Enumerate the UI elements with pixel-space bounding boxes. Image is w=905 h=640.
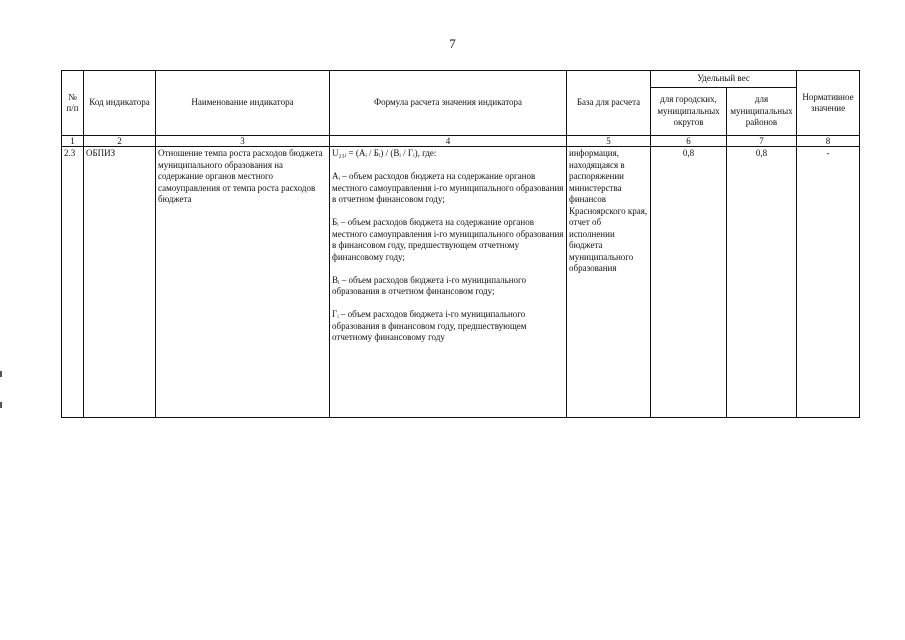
column-number: 5: [567, 136, 651, 147]
column-number: 1: [62, 136, 84, 147]
scan-mark: [0, 402, 2, 408]
row-weight-urban: 0,8: [651, 147, 727, 418]
row-base: информация, находящаяся в распоряжении министерства финансов Красноярского края, отчет об исполнении бюджета муниципального образования: [567, 147, 651, 418]
column-number-row: [62, 136, 860, 147]
row-code: ОБПИЗ: [84, 147, 156, 418]
column-number: 2: [84, 136, 156, 147]
header-weight-urban: для городских, муниципальных округов: [651, 88, 727, 136]
table-row: [62, 147, 860, 418]
formula-main: U₂₃ᵢ = (Аᵢ / Бᵢ) / (Вᵢ / Гᵢ), где:: [332, 148, 437, 158]
header-formula: Формула расчета значения индикатора: [330, 71, 567, 136]
header-code: Код индикатора: [84, 71, 156, 136]
header-weight-group: Удельный вес: [651, 71, 797, 88]
row-name: Отношение темпа роста расходов бюджета муниципального образования на содержание органов местного самоуправления от темпа роста расходов бюджета: [156, 147, 330, 418]
header-weight-districts: для муниципальных районов: [727, 88, 797, 136]
formula-var-v: Вᵢ – объем расходов бюджета i-го муниципального образования в отчетном финансовом году;: [332, 274, 527, 296]
scan-mark: [0, 371, 2, 377]
column-number: 4: [330, 136, 567, 147]
header-num: № п/п: [62, 71, 84, 136]
column-number: 7: [727, 136, 797, 147]
indicator-table: [61, 70, 860, 418]
formula-var-a: Аᵢ – объем расходов бюджета на содержание органов местного самоуправления i-го муниципального образования в отчетном финансовом году;: [332, 171, 564, 204]
row-num: 2.3: [62, 147, 84, 418]
row-normative: -: [797, 147, 860, 418]
formula-var-b: Бᵢ – объем расходов бюджета на содержание органов местного самоуправления i-го муниципального образования в финансовом году, предшествующем отчетному финансовому году;: [332, 217, 564, 262]
header-normative: Нормативное значение: [797, 71, 860, 136]
column-number: 8: [797, 136, 860, 147]
column-number: 6: [651, 136, 727, 147]
row-weight-districts: 0,8: [727, 147, 797, 418]
header-name: Наименование индикатора: [156, 71, 330, 136]
row-formula: [330, 147, 567, 418]
page-number: 7: [449, 36, 456, 51]
header-base: База для расчета: [567, 71, 651, 136]
formula-var-g: Гᵢ – объем расходов бюджета i-го муниципального образования в финансовом году, предшествующем отчетному финансовому году: [332, 309, 527, 342]
column-number: 3: [156, 136, 330, 147]
